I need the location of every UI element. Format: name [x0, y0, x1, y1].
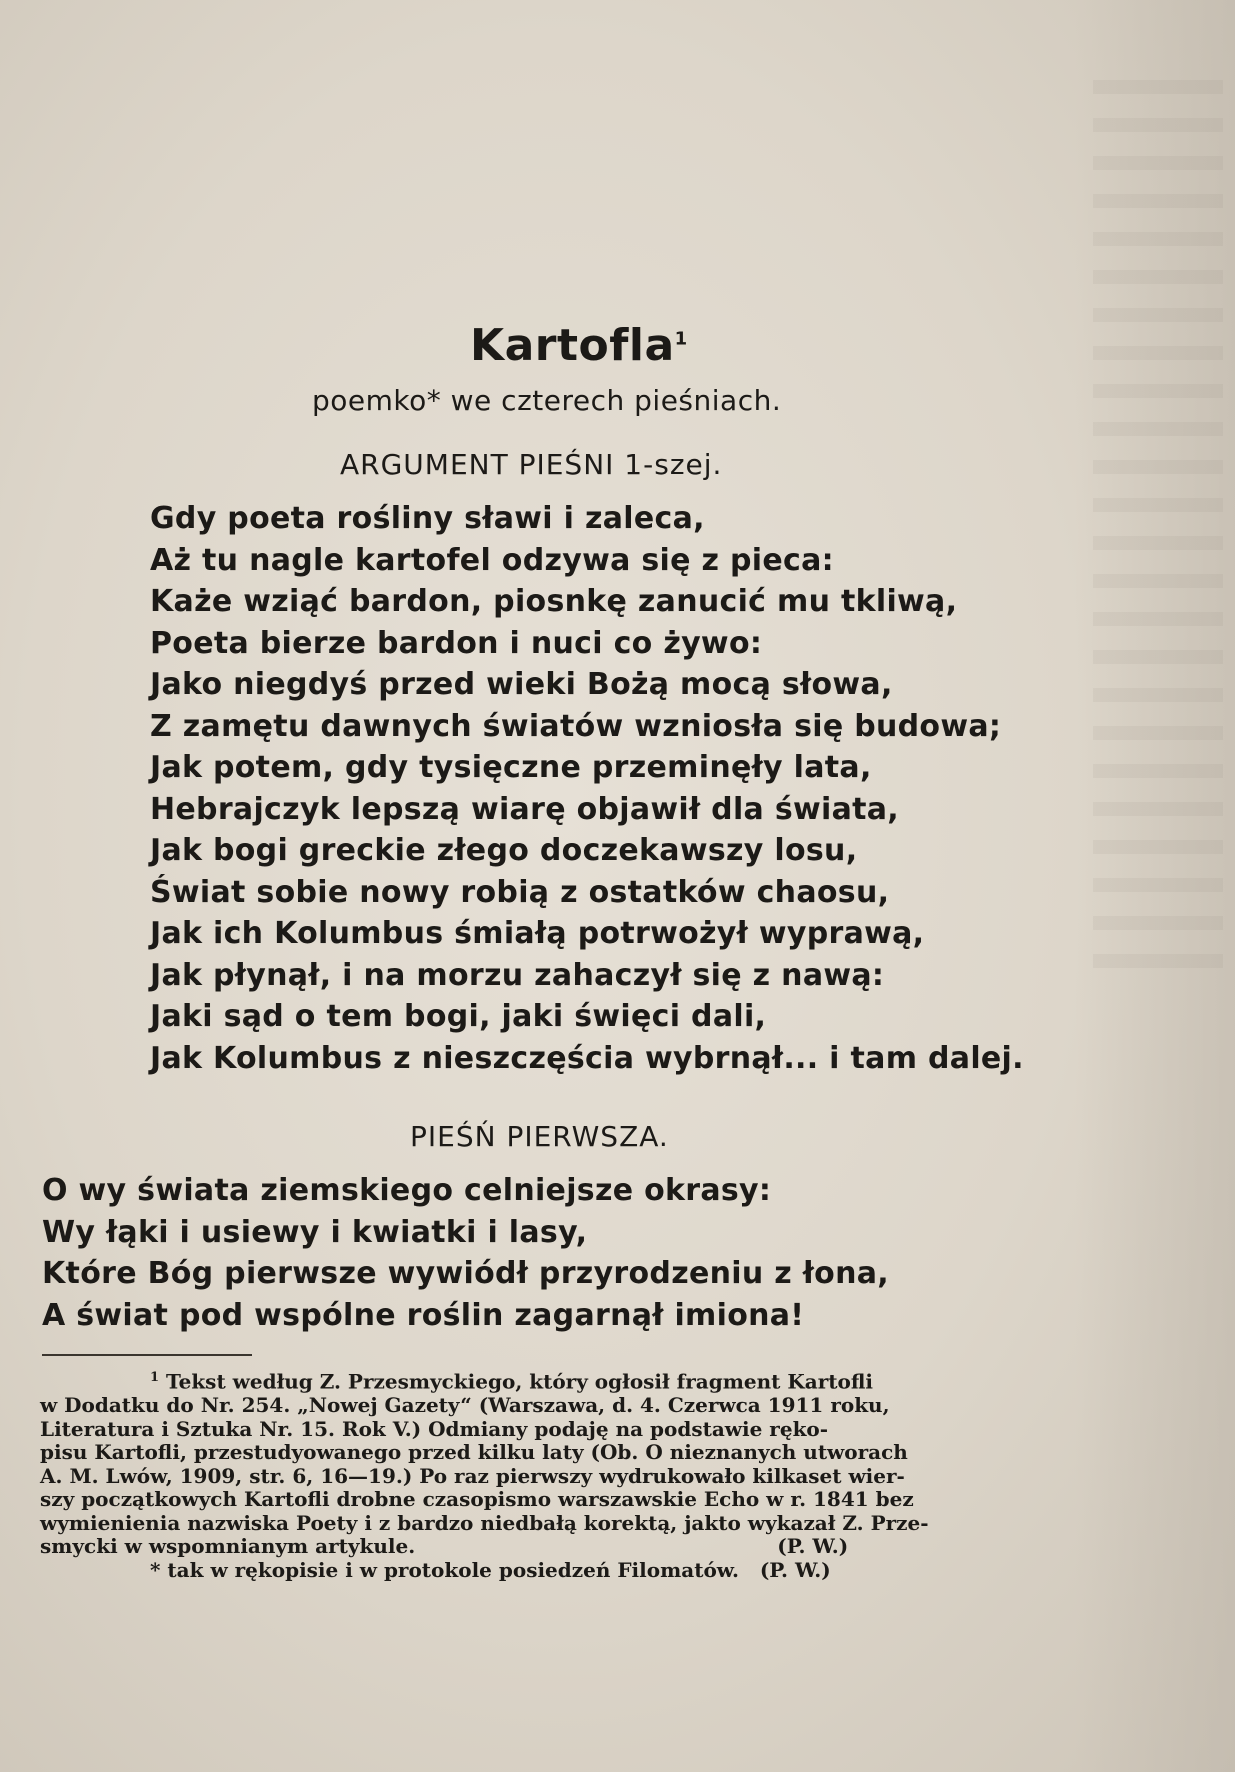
verse-line: Z zamętu dawnych światów wzniosła się budowa;: [150, 708, 1002, 744]
footnote-text: Tekst według Z. Przesmyckiego, który ogłosił fragment Kartofli: [166, 1369, 873, 1394]
verse-line: Jak bogi greckie złego doczekawszy losu,: [150, 833, 858, 868]
verse-line: Gdy poeta rośliny sławi i zaleca,: [150, 501, 705, 536]
footnote-line: A. M. Lwów, 1909, str. 6, 16—19.) Po raz pierwszy wydrukowało kilkaset wier-: [40, 1463, 905, 1488]
verse-line: Hebrajczyk lepszą wiarę objawił dla świata,: [150, 791, 899, 827]
footnote-line: smycki w wspomnianym artykule. (P. W.): [40, 1534, 849, 1559]
argument-verse: [150, 498, 1024, 1079]
argument-heading: ARGUMENT PIEŚNI 1-szej.: [340, 448, 723, 481]
poem-subtitle: poemko* we czterech pieśniach.: [312, 384, 782, 417]
show-through-text: [1093, 80, 1223, 980]
footnote-line: szy początkowych Kartofli drobne czasopismo warszawskie Echo w r. 1841 bez: [40, 1487, 914, 1512]
verse-line: Poeta bierze bardon i nuci co żywo:: [150, 625, 763, 661]
song-verse: [42, 1170, 889, 1336]
footnote-star-line: * tak w rękopisie i w protokole posiedzeń Filomatów. (P. W.): [150, 1557, 831, 1582]
verse-line: Jak płynął, i na morzu zahaczył się z nawą:: [150, 957, 885, 993]
verse-line: Jako niegdyś przed wieki Bożą mocą słowa,: [150, 667, 893, 702]
footnote-line: [40, 1366, 1095, 1394]
footnote-mark: 1: [150, 1370, 160, 1385]
footnote-line: w Dodatku do Nr. 254. „Nowej Gazety“ (Warszawa, d. 4. Czerwca 1911 roku,: [40, 1393, 890, 1418]
verse-line: O wy świata ziemskiego celniejsze okrasy:: [42, 1173, 772, 1208]
verse-line: Świat sobie nowy robią z ostatków chaosu,: [150, 874, 890, 910]
verse-line: A świat pod wspólne roślin zagarnął imiona!: [42, 1297, 805, 1333]
verse-line: Jak ich Kolumbus śmiałą potrwożył wyprawą,: [150, 916, 925, 951]
verse-line: Które Bóg pierwsze wywiódł przyrodzeniu z łona,: [42, 1256, 889, 1291]
verse-line: Jak potem, gdy tysięczne przeminęły lata,: [150, 750, 872, 785]
footnotes: [40, 1366, 1095, 1582]
verse-line: Aż tu nagle kartofel odzywa się z pieca:: [150, 542, 834, 578]
song-heading: PIEŚŃ PIERWSZA.: [410, 1120, 669, 1153]
poem-title: [470, 320, 688, 371]
verse-line: Wy łąki i usiewy i kwiatki i lasy,: [42, 1214, 588, 1250]
title-footnote-mark: 1: [674, 328, 688, 350]
verse-line: Każe wziąć bardon, piosnkę zanucić mu tkliwą,: [150, 584, 958, 619]
footnote-line: pisu Kartofli, przestudyowanego przed kilku laty (Ob. O nieznanych utworach: [40, 1440, 908, 1465]
footnote-line: Literatura i Sztuka Nr. 15. Rok V.) Odmiany podaję na podstawie ręko-: [40, 1416, 829, 1441]
verse-line: Jak Kolumbus z nieszczęścia wybrnął... i tam dalej.: [150, 1040, 1024, 1076]
footnote-line: wymienienia nazwiska Poety i z bardzo niedbałą korektą, jakto wykazał Z. Prze-: [40, 1510, 929, 1535]
verse-line: Jaki sąd o tem bogi, jaki święci dali,: [150, 999, 767, 1034]
poem-title-text: Kartofla: [470, 320, 675, 371]
footnote-separator: [42, 1354, 252, 1356]
